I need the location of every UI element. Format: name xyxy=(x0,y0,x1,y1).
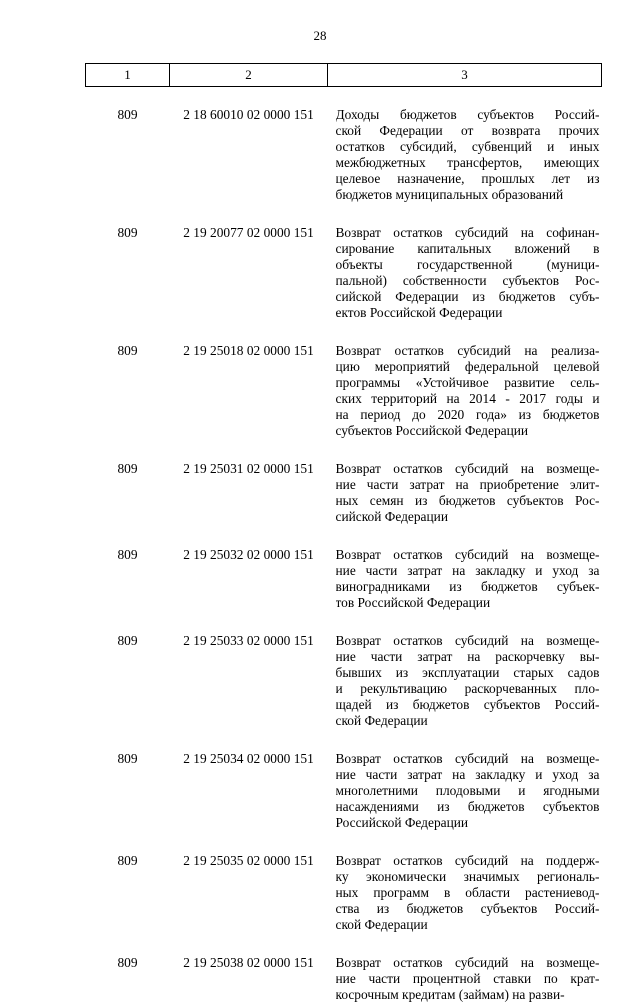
income-name-line: пальной) собственности субъектов Рос- xyxy=(336,273,600,289)
table-body xyxy=(86,87,602,1003)
admin-code-cell: 809 xyxy=(86,321,170,439)
income-name-line: ние части затрат на закладку и уход за xyxy=(336,767,600,783)
income-name-line: насаждениями из бюджетов субъектов xyxy=(336,799,600,815)
income-name-line: на период до 2020 года» из бюджетов xyxy=(336,407,600,423)
income-name-cell xyxy=(328,729,602,831)
income-name-line: бюджетов муниципальных образований xyxy=(336,187,600,203)
income-name-line: Доходы бюджетов субъектов Россий- xyxy=(336,107,600,123)
admin-code-cell: 809 xyxy=(86,203,170,321)
budget-codes-table xyxy=(85,63,602,1003)
income-name-line: Российской Федерации xyxy=(336,815,600,831)
budget-code-cell: 2 18 60010 02 0000 151 xyxy=(170,87,328,204)
income-name-cell xyxy=(328,525,602,611)
income-name-line: ектов Российской Федерации xyxy=(336,305,600,321)
income-name-line: субъектов Российской Федерации xyxy=(336,423,600,439)
budget-code-cell: 2 19 20077 02 0000 151 xyxy=(170,203,328,321)
income-name-line: цию мероприятий федеральной целевой xyxy=(336,359,600,375)
income-name-line: ской Федерации от возврата прочих xyxy=(336,123,600,139)
admin-code-cell: 809 xyxy=(86,525,170,611)
income-name-line: сийской Федерации из бюджетов субъ- xyxy=(336,289,600,305)
table-header-row xyxy=(86,64,602,87)
table-row xyxy=(86,87,602,204)
admin-code-cell: 809 xyxy=(86,729,170,831)
table-row xyxy=(86,439,602,525)
budget-code-cell: 2 19 25034 02 0000 151 xyxy=(170,729,328,831)
income-name-cell xyxy=(328,831,602,933)
income-name-line: сийской Федерации xyxy=(336,509,600,525)
income-name-line: тов Российской Федерации xyxy=(336,595,600,611)
admin-code-cell: 809 xyxy=(86,439,170,525)
income-name-line: и рекультивацию раскорчеванных пло- xyxy=(336,681,600,697)
income-name-line: ства из бюджетов субъектов Россий- xyxy=(336,901,600,917)
income-name-line: бывших из эксплуатации старых садов xyxy=(336,665,600,681)
income-name-line: ние части процентной ставки по крат- xyxy=(336,971,600,987)
income-name-line: ку экономически значимых региональ- xyxy=(336,869,600,885)
income-name-line: ской Федерации xyxy=(336,917,600,933)
income-name-line: Возврат остатков субсидий на возмеще- xyxy=(336,751,600,767)
income-name-line: ных семян из бюджетов субъектов Рос- xyxy=(336,493,600,509)
table-row xyxy=(86,933,602,1003)
budget-code-cell: 2 19 25032 02 0000 151 xyxy=(170,525,328,611)
income-name-line: ных программ в области растениевод- xyxy=(336,885,600,901)
page-number: 28 xyxy=(0,28,640,44)
table-row xyxy=(86,321,602,439)
budget-code-cell: 2 19 25018 02 0000 151 xyxy=(170,321,328,439)
income-name-line: ской Федерации xyxy=(336,713,600,729)
income-name-line: ских территорий на 2014 - 2017 годы и xyxy=(336,391,600,407)
header-col-2: 2 xyxy=(170,64,328,87)
income-name-line: сирование капитальных вложений в xyxy=(336,241,600,257)
table-row xyxy=(86,203,602,321)
income-name-cell xyxy=(328,321,602,439)
income-name-cell xyxy=(328,203,602,321)
income-name-cell xyxy=(328,611,602,729)
header-col-1: 1 xyxy=(86,64,170,87)
income-name-line: косрочным кредитам (займам) на разви- xyxy=(336,987,600,1003)
income-name-line: ние части затрат на закладку и уход за xyxy=(336,563,600,579)
income-name-line: остатков субсидий, субвенций и иных xyxy=(336,139,600,155)
income-name-line: Возврат остатков субсидий на возмеще- xyxy=(336,547,600,563)
income-name-line: щадей из бюджетов субъектов Россий- xyxy=(336,697,600,713)
table-row xyxy=(86,729,602,831)
income-name-cell xyxy=(328,933,602,1003)
table-row xyxy=(86,611,602,729)
income-name-line: виноградниками из бюджетов субъек- xyxy=(336,579,600,595)
income-name-line: Возврат остатков субсидий на софинан- xyxy=(336,225,600,241)
income-name-line: ние части затрат на приобретение элит- xyxy=(336,477,600,493)
income-name-line: Возврат остатков субсидий на возмеще- xyxy=(336,633,600,649)
admin-code-cell: 809 xyxy=(86,831,170,933)
income-name-line: программы «Устойчивое развитие сель- xyxy=(336,375,600,391)
budget-code-cell: 2 19 25033 02 0000 151 xyxy=(170,611,328,729)
income-name-line: Возврат остатков субсидий на поддерж- xyxy=(336,853,600,869)
income-name-line: целевое назначение, прошлых лет из xyxy=(336,171,600,187)
budget-code-cell: 2 19 25035 02 0000 151 xyxy=(170,831,328,933)
admin-code-cell: 809 xyxy=(86,87,170,204)
budget-code-cell: 2 19 25031 02 0000 151 xyxy=(170,439,328,525)
table-row xyxy=(86,831,602,933)
income-name-line: многолетними плодовыми и ягодными xyxy=(336,783,600,799)
income-name-line: ние части затрат на раскорчевку вы- xyxy=(336,649,600,665)
income-name-line: Возврат остатков субсидий на возмеще- xyxy=(336,461,600,477)
income-name-line: межбюджетных трансфертов, имеющих xyxy=(336,155,600,171)
table-row xyxy=(86,525,602,611)
admin-code-cell: 809 xyxy=(86,933,170,1003)
header-col-3: 3 xyxy=(328,64,602,87)
income-name-line: объекты государственной (муници- xyxy=(336,257,600,273)
income-name-cell xyxy=(328,439,602,525)
admin-code-cell: 809 xyxy=(86,611,170,729)
budget-code-cell: 2 19 25038 02 0000 151 xyxy=(170,933,328,1003)
income-name-line: Возврат остатков субсидий на возмеще- xyxy=(336,955,600,971)
income-name-line: Возврат остатков субсидий на реализа- xyxy=(336,343,600,359)
income-name-cell xyxy=(328,87,602,204)
